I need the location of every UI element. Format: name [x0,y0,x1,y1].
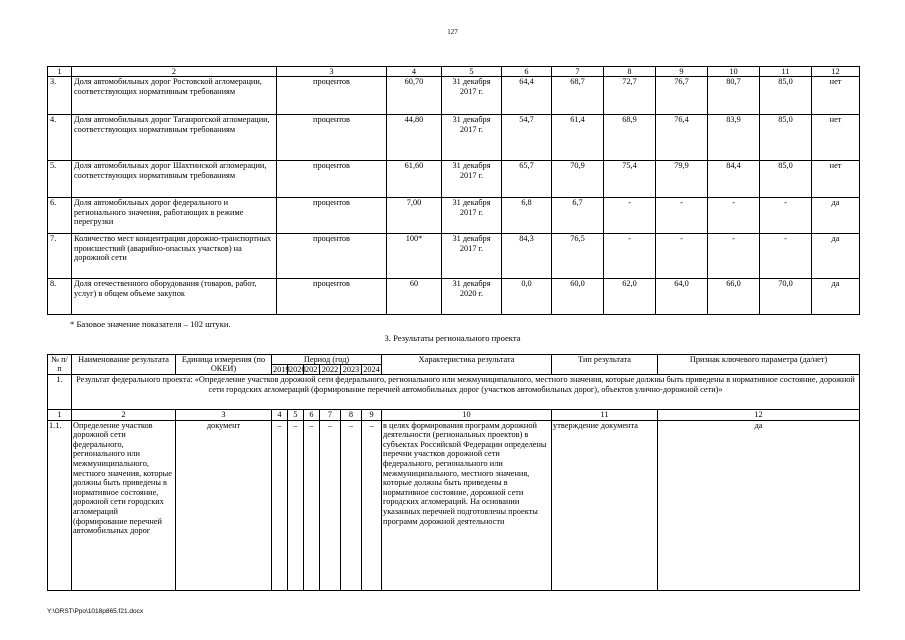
value-2024: 85,0 [760,161,812,198]
value-2019: 0,0 [502,279,552,315]
value-2020: 76,5 [552,234,604,279]
value-2023: 84,4 [708,161,760,198]
value-2022: 76,7 [656,77,708,115]
column-number: 11 [760,67,812,77]
file-path-footer: Y:\ORST\Ppo\1018p865.f21.docx [47,608,144,615]
row-number: 3. [48,77,72,115]
column-number: 8 [341,410,362,421]
value-2021: 72,7 [604,77,656,115]
federal-result-text: Результат федерального проекта: «Определение участков дорожной сети федерального, регионального или межмуниципального, местного значения, которые должны быть приведены в нормативное состояние, дорожной сети городских агломераций (формирование перечней автомобильных дорог (участков автомобильных дорог), объектов улично-дорожной сети)» [72,375,860,410]
value-2020: 61,4 [552,115,604,161]
key-flag: да [812,279,860,315]
indicator-name: Доля автомобильных дорог Таганрогской агломерации, соответствующих нормативным требованиям [72,115,277,161]
column-number: 4 [272,410,288,421]
header-type: Тип результата [552,355,658,375]
column-numbers-row [48,410,860,421]
result-type: утверждение документа [552,420,658,590]
column-number: 2 [72,410,176,421]
column-number: 7 [320,410,341,421]
value-2020: 70,9 [552,161,604,198]
unit: процентов [277,198,387,234]
period-value: – [341,420,362,590]
value-2024: - [760,234,812,279]
base-date: 31 декабря 2017 г. [442,115,502,161]
value-2019: 64,4 [502,77,552,115]
base-date: 31 декабря 2017 г. [442,198,502,234]
value-2021: - [604,234,656,279]
results-table [47,354,860,591]
unit: процентов [277,279,387,315]
unit: процентов [277,234,387,279]
column-number: 5 [442,67,502,77]
row-number: 1. [48,375,72,410]
column-number: 8 [604,67,656,77]
indicator-row [48,115,860,161]
column-number: 10 [708,67,760,77]
column-number: 6 [304,410,320,421]
indicator-row [48,279,860,315]
unit: процентов [277,77,387,115]
indicator-name: Количество мест концентрации дорожно-транспортных происшествий (аварийно-опасных участков) на дорожной сети [72,234,277,279]
indicator-name: Доля автомобильных дорог федерального и регионального значения, работающих в режиме перегрузки [72,198,277,234]
value-2019: 65,7 [502,161,552,198]
value-2023: 80,7 [708,77,760,115]
row-number: 5. [48,161,72,198]
value-2019: 54,7 [502,115,552,161]
header-period: Период (год) [272,355,382,365]
indicators-header-row [48,67,860,77]
base-value: 61,60 [387,161,442,198]
value-2021: 62,0 [604,279,656,315]
period-value: – [320,420,341,590]
key-flag: нет [812,161,860,198]
column-number: 12 [658,410,860,421]
column-number: 2 [72,67,277,77]
column-number: 3 [176,410,272,421]
column-number: 9 [362,410,382,421]
base-value: 100* [387,234,442,279]
column-number: 11 [552,410,658,421]
indicator-row [48,77,860,115]
value-2021: - [604,198,656,234]
unit: процентов [277,115,387,161]
value-2023: - [708,234,760,279]
base-value: 60 [387,279,442,315]
value-2020: 6,7 [552,198,604,234]
year-cell: 2019 [273,365,290,374]
result-row [48,420,860,590]
footnote: * Базовое значение показателя – 102 штуки. [70,319,231,329]
year-cell: 2023 [341,365,362,375]
key-flag: нет [812,115,860,161]
results-header-row [48,355,860,365]
indicator-name: Доля отечественного оборудования (товаров, работ, услуг) в общем объеме закупок [72,279,277,315]
year-cell: 2022 [320,365,341,375]
header-unit: Единица измерения (по ОКЕИ) [176,355,272,375]
value-2024: 85,0 [760,115,812,161]
base-date: 31 декабря 2020 г. [442,279,502,315]
unit: процентов [277,161,387,198]
column-number: 1 [48,67,72,77]
value-2024: 85,0 [760,77,812,115]
period-value: – [304,420,320,590]
value-2021: 75,4 [604,161,656,198]
year-cell: 2020 [289,365,306,374]
result-unit: документ [176,420,272,590]
base-date: 31 декабря 2017 г. [442,161,502,198]
page-number: 127 [447,28,458,36]
column-number: 7 [552,67,604,77]
indicator-name: Доля автомобильных дорог Ростовской агломерации, соответствующих нормативным требованиям [72,77,277,115]
value-2022: - [656,234,708,279]
row-number: 4. [48,115,72,161]
indicator-name: Доля автомобильных дорог Шахтинской агломерации, соответствующих нормативным требованиям [72,161,277,198]
federal-result-row [48,375,860,410]
base-date: 31 декабря 2017 г. [442,234,502,279]
row-number: 8. [48,279,72,315]
header-key-parameter: Признак ключевого параметра (да/нет) [658,355,860,375]
column-number: 1 [48,410,72,421]
year-cell: 2021 [305,365,322,374]
indicators-table [47,66,860,315]
header-number: № п/п [48,355,72,375]
header-characteristic: Характеристика результата [382,355,552,375]
row-number: 1.1. [48,420,72,590]
column-number: 12 [812,67,860,77]
value-2019: 6,8 [502,198,552,234]
column-number: 5 [288,410,304,421]
row-number: 7. [48,234,72,279]
value-2020: 60,0 [552,279,604,315]
value-2022: 79,9 [656,161,708,198]
base-value: 44,80 [387,115,442,161]
column-number: 10 [382,410,552,421]
period-value: – [272,420,288,590]
column-number: 9 [656,67,708,77]
period-value: – [362,420,382,590]
section-title: 3. Результаты регионального проекта [384,333,521,343]
column-number: 3 [277,67,387,77]
indicator-row [48,198,860,234]
value-2023: - [708,198,760,234]
year-cell: 2024 [363,365,380,374]
row-number: 6. [48,198,72,234]
indicator-row [48,161,860,198]
key-parameter: да [658,420,860,590]
header-name: Наименование результата [72,355,176,375]
value-2023: 83,9 [708,115,760,161]
value-2023: 66,0 [708,279,760,315]
result-characteristic: в целях формирования программ дорожной деятельности (региональных проектов) в субъектах Российской Федерации определены перечни участков дорожной сети федерального, регионального или межмуниципального, местного значения, которые должны быть приведены в нормативное состояние, дорожной сети городских агломераций. На основании указанных перечней подготовлены проекты программ дорожной деятельности [382,420,552,590]
base-value: 7,00 [387,198,442,234]
column-number: 4 [387,67,442,77]
key-flag: да [812,234,860,279]
key-flag: нет [812,77,860,115]
base-date: 31 декабря 2017 г. [442,77,502,115]
value-2022: - [656,198,708,234]
value-2022: 76,4 [656,115,708,161]
value-2024: 70,0 [760,279,812,315]
result-name: Определение участков дорожной сети федерального, регионального или межмуниципального, местного значения, которые должны быть приведены в нормативное состояние, дорожной сети городских агломераций (формирование перечней автомобильных дорог [72,420,176,590]
value-2022: 64,0 [656,279,708,315]
indicator-row [48,234,860,279]
column-number: 6 [502,67,552,77]
base-value: 60,70 [387,77,442,115]
key-flag: да [812,198,860,234]
value-2024: - [760,198,812,234]
value-2021: 68,9 [604,115,656,161]
period-value: – [288,420,304,590]
value-2020: 68,7 [552,77,604,115]
value-2019: 84,3 [502,234,552,279]
